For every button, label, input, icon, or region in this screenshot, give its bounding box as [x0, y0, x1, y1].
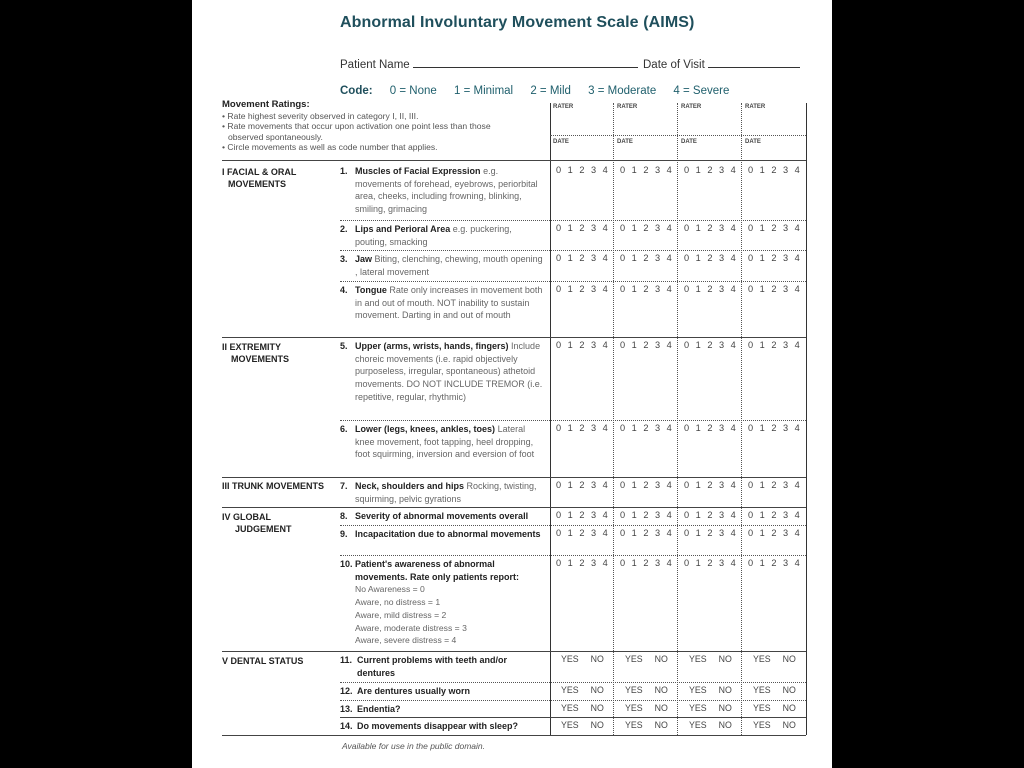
- awareness-option: No Awareness = 0: [355, 584, 425, 595]
- patient-name-field[interactable]: [340, 57, 638, 71]
- section-label: V DENTAL STATUS: [222, 656, 304, 666]
- form-title: Abnormal Involuntary Movement Scale (AIMS): [340, 14, 695, 31]
- rating-scale-item5-rater2[interactable]: 0 1 2 3 4: [620, 340, 673, 350]
- item-number: 1.: [340, 166, 348, 176]
- date-header-4[interactable]: DATE: [745, 139, 761, 145]
- rating-scale-item6-rater2[interactable]: 0 1 2 3 4: [620, 423, 673, 433]
- item-title: Current problems with teeth and/or dentures: [357, 655, 508, 678]
- item-number: 2.: [340, 224, 348, 234]
- item-13: [340, 703, 546, 716]
- no-option[interactable]: NO: [718, 654, 732, 664]
- item-desc: e.g. puckering, pouting, smacking: [355, 224, 512, 247]
- rater-date-divider: [550, 135, 806, 136]
- ratings-bullet: • Circle movements as well as code number that applies.: [222, 142, 438, 153]
- code-label: Code:: [340, 85, 373, 97]
- item-desc: e.g. movements of forehead, eyebrows, periorbital area, cheeks, including frowning, blinking, smiling, grimacing: [355, 166, 538, 215]
- footer-note: Available for use in the public domain.: [342, 741, 486, 751]
- item-number: 8.: [340, 511, 348, 521]
- item-number: 5.: [340, 341, 348, 351]
- item-title: Severity of abnormal movements overall: [355, 511, 529, 521]
- rating-scale-item7-rater3[interactable]: 0 1 2 3 4: [684, 480, 737, 490]
- item-1: [340, 165, 546, 216]
- rating-scale-item4-rater1[interactable]: 0 1 2 3 4: [556, 284, 609, 294]
- rating-scale-item1-rater3[interactable]: 0 1 2 3 4: [684, 165, 737, 175]
- no-option[interactable]: NO: [782, 685, 796, 695]
- yes-no-item13-rater3[interactable]: [689, 703, 732, 713]
- column-divider: [741, 103, 742, 735]
- rater-header-3[interactable]: RATER: [681, 104, 702, 110]
- item-title: Lips and Perioral Area: [355, 224, 451, 234]
- no-option[interactable]: NO: [782, 703, 796, 713]
- no-option[interactable]: NO: [718, 685, 732, 695]
- section-label: MOVEMENTS: [228, 179, 287, 189]
- rating-scale-item9-rater4[interactable]: 0 1 2 3 4: [748, 528, 801, 538]
- yes-option[interactable]: YES: [625, 703, 643, 713]
- item-title: Jaw: [355, 254, 373, 264]
- rating-scale-item5-rater1[interactable]: 0 1 2 3 4: [556, 340, 609, 350]
- row-divider: [340, 700, 806, 701]
- item-desc: Rocking, twisting, squirming, pelvic gyrations: [355, 481, 537, 504]
- awareness-option: Aware, moderate distress = 3: [355, 622, 467, 633]
- section-label: III TRUNK MOVEMENTS: [222, 481, 325, 491]
- row-divider: [340, 682, 806, 683]
- yes-no-item14-rater1[interactable]: [561, 720, 604, 730]
- yes-no-item13-rater4[interactable]: [753, 703, 796, 713]
- no-option[interactable]: NO: [718, 703, 732, 713]
- rating-scale-item9-rater3[interactable]: 0 1 2 3 4: [684, 528, 737, 538]
- yes-no-item12-rater2[interactable]: [625, 685, 668, 695]
- row-divider: [340, 525, 806, 526]
- yes-no-item11-rater2[interactable]: [625, 654, 668, 664]
- yes-option[interactable]: YES: [753, 703, 771, 713]
- yes-no-item14-rater3[interactable]: [689, 720, 732, 730]
- yes-option[interactable]: YES: [689, 654, 707, 664]
- rating-scale-item10-rater2[interactable]: 0 1 2 3 4: [620, 558, 673, 568]
- rating-scale-item1-rater4[interactable]: 0 1 2 3 4: [748, 165, 801, 175]
- item-title: Upper (arms, wrists, hands, fingers): [355, 341, 509, 351]
- rating-scale-item6-rater3[interactable]: 0 1 2 3 4: [684, 423, 737, 433]
- rating-scale-item2-rater3[interactable]: 0 1 2 3 4: [684, 223, 737, 233]
- no-option[interactable]: NO: [654, 654, 668, 664]
- no-option[interactable]: NO: [590, 703, 604, 713]
- no-option[interactable]: NO: [718, 720, 732, 730]
- rating-scale-item7-rater4[interactable]: 0 1 2 3 4: [748, 480, 801, 490]
- item-number: 3.: [340, 254, 348, 264]
- item-number: 14.: [340, 721, 353, 731]
- yes-no-item13-rater1[interactable]: [561, 703, 604, 713]
- yes-no-item12-rater3[interactable]: [689, 685, 732, 695]
- column-divider: [613, 103, 614, 735]
- yes-option[interactable]: YES: [753, 720, 771, 730]
- item-number: 11.: [340, 655, 353, 665]
- code-0: 0 = None: [389, 85, 437, 97]
- rating-scale-item3-rater3[interactable]: 0 1 2 3 4: [684, 253, 737, 263]
- yes-no-item14-rater4[interactable]: [753, 720, 796, 730]
- item-10: [340, 558, 546, 647]
- section-trunk: [222, 480, 324, 492]
- rating-scale-item1-rater2[interactable]: 0 1 2 3 4: [620, 165, 673, 175]
- rating-scale-item4-rater3[interactable]: 0 1 2 3 4: [684, 284, 737, 294]
- item-7: [340, 480, 546, 505]
- item-title: Incapacitation due to abnormal movements: [355, 529, 541, 539]
- rating-scale-item3-rater2[interactable]: 0 1 2 3 4: [620, 253, 673, 263]
- section-label: II EXTREMITY: [222, 342, 282, 352]
- code-3: 3 = Moderate: [588, 85, 657, 97]
- patient-name-line[interactable]: [413, 57, 638, 68]
- yes-option[interactable]: YES: [689, 720, 707, 730]
- item-4: [340, 284, 546, 322]
- item-number: 6.: [340, 424, 348, 434]
- awareness-option: Aware, severe distress = 4: [355, 635, 457, 646]
- item-desc: Rate only increases in movement both in and out of mouth. NOT inability to sustain movement. Darting in and out of mouth: [355, 285, 543, 321]
- item-title: Endentia?: [357, 704, 401, 714]
- section-global-judgement: [222, 511, 292, 535]
- item-6: [340, 423, 546, 461]
- no-option[interactable]: NO: [782, 720, 796, 730]
- rating-scale-item3-rater1[interactable]: 0 1 2 3 4: [556, 253, 609, 263]
- code-legend: [340, 85, 729, 97]
- movement-ratings-instructions: [222, 100, 542, 153]
- yes-no-item13-rater2[interactable]: [625, 703, 668, 713]
- rating-scale-item9-rater2[interactable]: 0 1 2 3 4: [620, 528, 673, 538]
- section-label: I FACIAL & ORAL: [222, 167, 297, 177]
- ratings-bullet: • Rate movements that occur upon activation one point less than those: [222, 121, 491, 132]
- yes-option[interactable]: YES: [689, 703, 707, 713]
- rating-scale-item9-rater1[interactable]: 0 1 2 3 4: [556, 528, 609, 538]
- no-option[interactable]: NO: [590, 685, 604, 695]
- date-of-visit-field[interactable]: [643, 57, 800, 71]
- ratings-heading: Movement Ratings:: [222, 99, 310, 110]
- item-desc: Include choreic movements (i.e. rapid objectively purposeless, irregular, spontaneous) athetoid movements. DO NOT INCLUDE TREMOR (i.e. repetitive, regular, rhythmic): [355, 341, 543, 402]
- item-8: [340, 510, 546, 523]
- date-header-1[interactable]: DATE: [553, 139, 569, 145]
- item-desc: Lateral knee movement, foot tapping, heel dropping, foot squirming, inversion and eversion of foot: [355, 424, 535, 460]
- section-divider: [222, 477, 806, 478]
- section-dental-status: [222, 655, 303, 667]
- no-option[interactable]: NO: [782, 654, 796, 664]
- section-divider: [222, 337, 806, 338]
- row-divider: [340, 420, 806, 421]
- rating-scale-item3-rater4[interactable]: 0 1 2 3 4: [748, 253, 801, 263]
- yes-no-item11-rater4[interactable]: [753, 654, 796, 664]
- yes-option[interactable]: YES: [753, 654, 771, 664]
- section-label: JUDGEMENT: [235, 524, 292, 534]
- rating-scale-item2-rater1[interactable]: 0 1 2 3 4: [556, 223, 609, 233]
- rating-scale-item8-rater4[interactable]: 0 1 2 3 4: [748, 510, 801, 520]
- no-option[interactable]: NO: [590, 720, 604, 730]
- yes-option[interactable]: YES: [561, 720, 579, 730]
- rating-scale-item10-rater1[interactable]: 0 1 2 3 4: [556, 558, 609, 568]
- yes-option[interactable]: YES: [625, 720, 643, 730]
- table-right-border: [806, 103, 807, 735]
- date-of-visit-label: Date of Visit: [643, 59, 705, 71]
- column-divider: [677, 103, 678, 735]
- rating-scale-item5-rater3[interactable]: 0 1 2 3 4: [684, 340, 737, 350]
- date-header-2[interactable]: DATE: [617, 139, 633, 145]
- yes-no-item12-rater1[interactable]: [561, 685, 604, 695]
- item-2: [340, 223, 546, 248]
- yes-no-item11-rater1[interactable]: [561, 654, 604, 664]
- rating-scale-item8-rater3[interactable]: 0 1 2 3 4: [684, 510, 737, 520]
- rating-scale-item10-rater3[interactable]: 0 1 2 3 4: [684, 558, 737, 568]
- rater-header-4[interactable]: RATER: [745, 104, 766, 110]
- ratings-bullet-cont: observed spontaneously.: [228, 131, 323, 142]
- item-number: 12.: [340, 686, 353, 696]
- item-title: Neck, shoulders and hips: [355, 481, 465, 491]
- code-2: 2 = Mild: [530, 85, 571, 97]
- item-number: 10.: [340, 559, 353, 569]
- section-divider: [222, 507, 806, 508]
- item-5: [340, 340, 546, 404]
- item-9: [340, 528, 546, 541]
- yes-option[interactable]: YES: [561, 654, 579, 664]
- rating-scale-item4-rater2[interactable]: 0 1 2 3 4: [620, 284, 673, 294]
- rating-scale-item1-rater1[interactable]: 0 1 2 3 4: [556, 165, 609, 175]
- item-title: Do movements disappear with sleep?: [357, 721, 519, 731]
- table-left-border: [550, 103, 551, 735]
- rating-scale-item10-rater4[interactable]: 0 1 2 3 4: [748, 558, 801, 568]
- row-divider: [340, 555, 806, 556]
- rater-header-1[interactable]: RATER: [553, 104, 574, 110]
- yes-no-item11-rater3[interactable]: [689, 654, 732, 664]
- section-divider: [222, 735, 806, 736]
- item-title: Are dentures usually worn: [357, 686, 471, 696]
- awareness-option: Aware, no distress = 1: [355, 597, 441, 608]
- patient-name-label: Patient Name: [340, 59, 410, 71]
- item-3: [340, 253, 546, 278]
- yes-option[interactable]: YES: [561, 703, 579, 713]
- no-option[interactable]: NO: [590, 654, 604, 664]
- rating-scale-item8-rater1[interactable]: 0 1 2 3 4: [556, 510, 609, 520]
- section-extremity: [222, 341, 289, 365]
- rating-scale-item7-rater1[interactable]: 0 1 2 3 4: [556, 480, 609, 490]
- aims-form-page: [192, 0, 832, 768]
- item-title: Muscles of Facial Expression: [355, 166, 481, 176]
- rating-scale-item4-rater4[interactable]: 0 1 2 3 4: [748, 284, 801, 294]
- code-4: 4 = Severe: [673, 85, 730, 97]
- yes-option[interactable]: YES: [561, 685, 579, 695]
- yes-no-item14-rater2[interactable]: [625, 720, 668, 730]
- yes-option[interactable]: YES: [689, 685, 707, 695]
- rater-header-2[interactable]: RATER: [617, 104, 638, 110]
- row-divider: [340, 220, 806, 221]
- item-number: 9.: [340, 529, 348, 539]
- date-header-3[interactable]: DATE: [681, 139, 697, 145]
- section-divider: [340, 717, 806, 718]
- item-title: Patient's awareness of abnormal movements. Rate only patients report:: [355, 559, 520, 582]
- item-number: 7.: [340, 481, 348, 491]
- yes-no-item12-rater4[interactable]: [753, 685, 796, 695]
- ratings-bullet: • Rate highest severity observed in category I, II, III.: [222, 110, 419, 121]
- item-11: [340, 654, 546, 679]
- item-desc: Biting, clenching, chewing, mouth opening , lateral movement: [355, 254, 543, 277]
- section-facial-oral: [222, 166, 296, 190]
- awareness-option: Aware, mild distress = 2: [355, 609, 447, 620]
- no-option[interactable]: NO: [654, 685, 668, 695]
- section-divider: [222, 160, 806, 161]
- row-divider: [340, 281, 806, 282]
- rating-scale-item8-rater2[interactable]: 0 1 2 3 4: [620, 510, 673, 520]
- yes-option[interactable]: YES: [753, 685, 771, 695]
- item-title: Tongue: [355, 285, 387, 295]
- section-label: MOVEMENTS: [231, 354, 290, 364]
- section-divider: [222, 651, 806, 652]
- rating-scale-item6-rater4[interactable]: 0 1 2 3 4: [748, 423, 801, 433]
- rating-scale-item6-rater1[interactable]: 0 1 2 3 4: [556, 423, 609, 433]
- rating-scale-item2-rater2[interactable]: 0 1 2 3 4: [620, 223, 673, 233]
- item-number: 4.: [340, 285, 348, 295]
- yes-option[interactable]: YES: [625, 654, 643, 664]
- item-number: 13.: [340, 704, 353, 714]
- section-label: IV GLOBAL: [222, 512, 271, 522]
- item-14: [340, 720, 546, 733]
- row-divider: [340, 250, 806, 251]
- rating-scale-item2-rater4[interactable]: 0 1 2 3 4: [748, 223, 801, 233]
- code-1: 1 = Minimal: [454, 85, 514, 97]
- no-option[interactable]: NO: [654, 720, 668, 730]
- no-option[interactable]: NO: [654, 703, 668, 713]
- rating-scale-item5-rater4[interactable]: 0 1 2 3 4: [748, 340, 801, 350]
- item-12: [340, 685, 546, 698]
- rating-scale-item7-rater2[interactable]: 0 1 2 3 4: [620, 480, 673, 490]
- item-title: Lower (legs, knees, ankles, toes): [355, 424, 496, 434]
- date-of-visit-line[interactable]: [708, 57, 800, 68]
- yes-option[interactable]: YES: [625, 685, 643, 695]
